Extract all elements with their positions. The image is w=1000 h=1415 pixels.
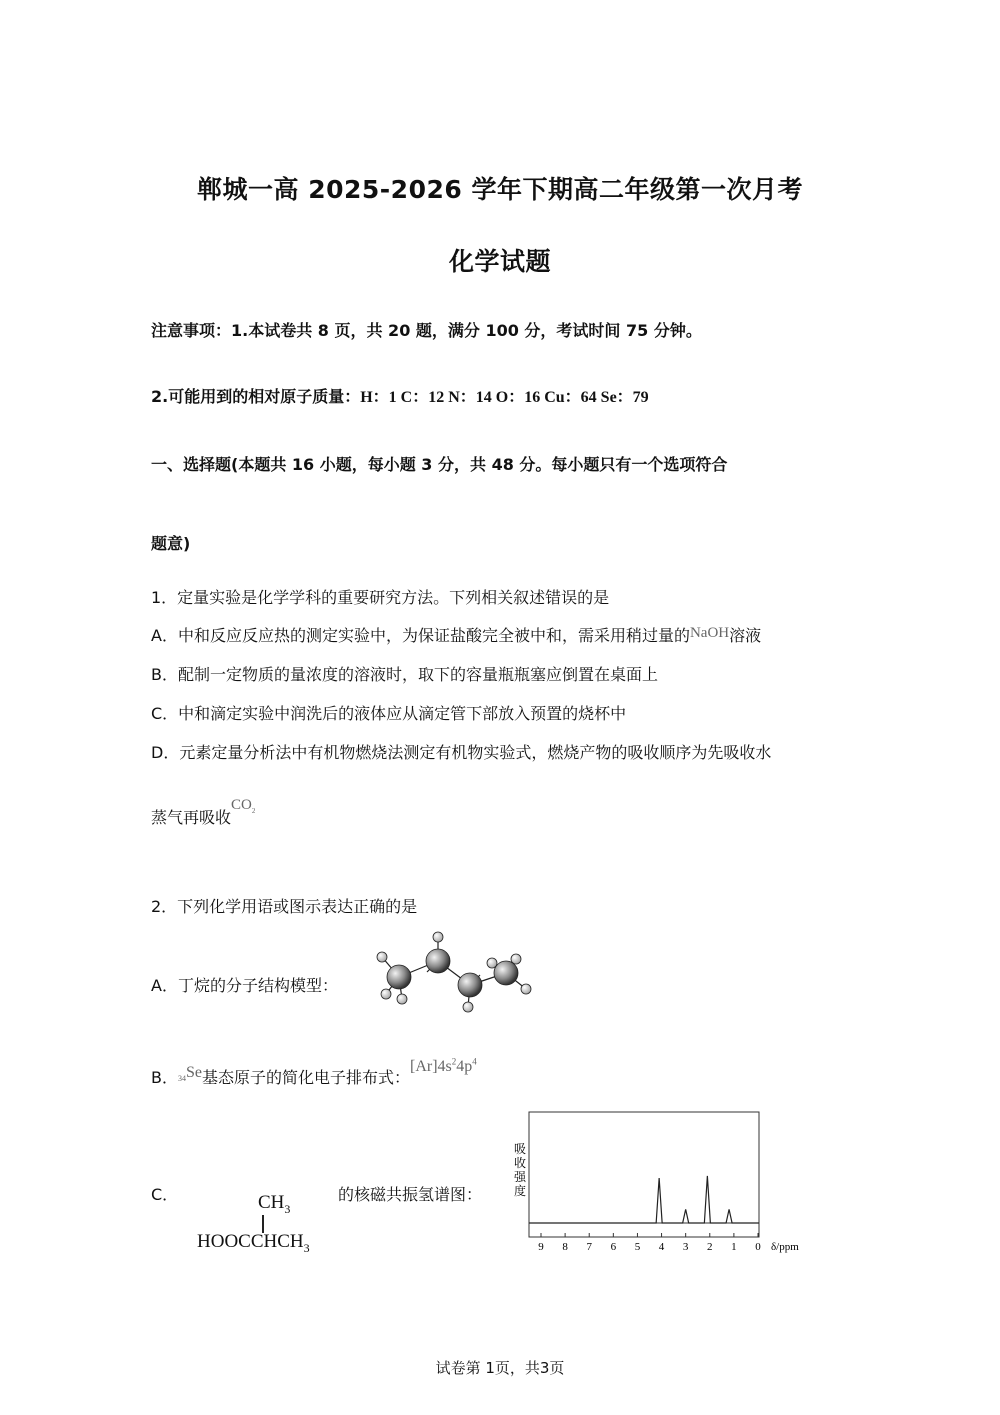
q2-option-c-label: C． xyxy=(151,1185,179,1204)
nmr-ylabel-char: 收 xyxy=(513,1156,527,1170)
note-1: 注意事项：1.本试卷共 8 页，共 20 题，满分 100 分，考试时间 75 分钟。 xyxy=(151,321,702,340)
nmr-spectrum-chart xyxy=(505,1105,815,1260)
section-heading: 一、选择题(本题共 16 小题，每小题 3 分，共 48 分。每小题只有一个选项符合 xyxy=(151,455,728,474)
nmr-spectrum-line xyxy=(529,1176,759,1223)
q1-option-d: D．元素定量分析法中有机物燃烧法测定有机物实验式，燃烧产物的吸收顺序为先吸收水 xyxy=(151,743,772,762)
nmr-plot-frame xyxy=(529,1112,759,1237)
q2-stem: 2．下列化学用语或图示表达正确的是 xyxy=(151,897,418,916)
q1-a-text: A．中和反应反应热的测定实验中，为保证盐酸完全被中和，需采用稍过量的 xyxy=(151,626,690,645)
q2-option-c-text: 的核磁共振氢谱图： xyxy=(338,1185,483,1204)
nmr-tick-label: 1 xyxy=(731,1241,737,1253)
q1-stem: 1．定量实验是化学学科的重要研究方法。下列相关叙述错误的是 xyxy=(151,588,610,607)
note-2-label: 2.可能用到的相对原子质量： xyxy=(151,387,361,406)
q1-option-b: B．配制一定物质的量浓度的溶液时，取下的容量瓶瓶塞应倒置在桌面上 xyxy=(151,665,658,684)
q1-d-formula: $CO_2$ xyxy=(231,797,256,815)
q2-option-b xyxy=(151,1056,477,1089)
q1-option-c: C．中和滴定实验中润洗后的液体应从滴定管下部放入预置的烧杯中 xyxy=(151,704,627,723)
nmr-ylabel-char: 吸 xyxy=(513,1142,527,1156)
nmr-tick-label: 6 xyxy=(610,1241,617,1253)
nmr-tick-label: 3 xyxy=(682,1241,689,1253)
page-footer: 试卷第 1页，共3页 xyxy=(435,1359,565,1377)
q1-option-d-cont xyxy=(151,797,256,829)
se-symbol: $_{34}$Se xyxy=(177,1064,202,1083)
nmr-tick-label: 8 xyxy=(562,1241,568,1253)
nmr-ylabel-char: 度 xyxy=(513,1184,527,1198)
nmr-tick-label: 0 xyxy=(755,1241,761,1253)
se-electron-config: $[Ar]4s^24p^4$ xyxy=(410,1056,477,1075)
nmr-tick-label: 7 xyxy=(586,1241,592,1253)
q1-a-formula: NaOH xyxy=(689,625,730,641)
nmr-tick-label: 4 xyxy=(658,1241,665,1253)
q2-b-text: 基态原子的简化电子排布式： xyxy=(201,1068,410,1087)
note-2-values: H：1 C：12 N：14 O：16 Cu：64 Se：79 xyxy=(360,389,649,406)
nmr-tick-label: 2 xyxy=(707,1241,713,1253)
q1-option-a xyxy=(151,623,761,646)
nmr-tick-label: 5 xyxy=(634,1241,641,1253)
note-2 xyxy=(151,384,649,407)
section-heading-cont: 题意) xyxy=(151,534,191,553)
nmr-ylabel-char: 强 xyxy=(513,1170,527,1184)
butane-molecule-model xyxy=(370,925,540,1020)
page-subtitle: 化学试题 xyxy=(448,247,551,276)
structure-top: $CH_3$ xyxy=(258,1192,291,1216)
nmr-ylabel xyxy=(514,1142,527,1198)
nmr-xlabel: δ/ppm xyxy=(771,1241,799,1253)
nmr-tick-label: 9 xyxy=(538,1241,544,1253)
page-title: 郸城一高 2025-2026 学年下期高二年级第一次月考 xyxy=(197,175,803,204)
structure-bottom: $HOOCCHCH_3$ xyxy=(197,1231,310,1255)
q2-b-label: B． xyxy=(151,1068,178,1087)
q2-option-a: A．丁烷的分子结构模型： xyxy=(151,976,338,995)
q1-a-text-end: 溶液 xyxy=(729,626,762,645)
q1-d-text: 蒸气再吸收 xyxy=(151,808,232,827)
